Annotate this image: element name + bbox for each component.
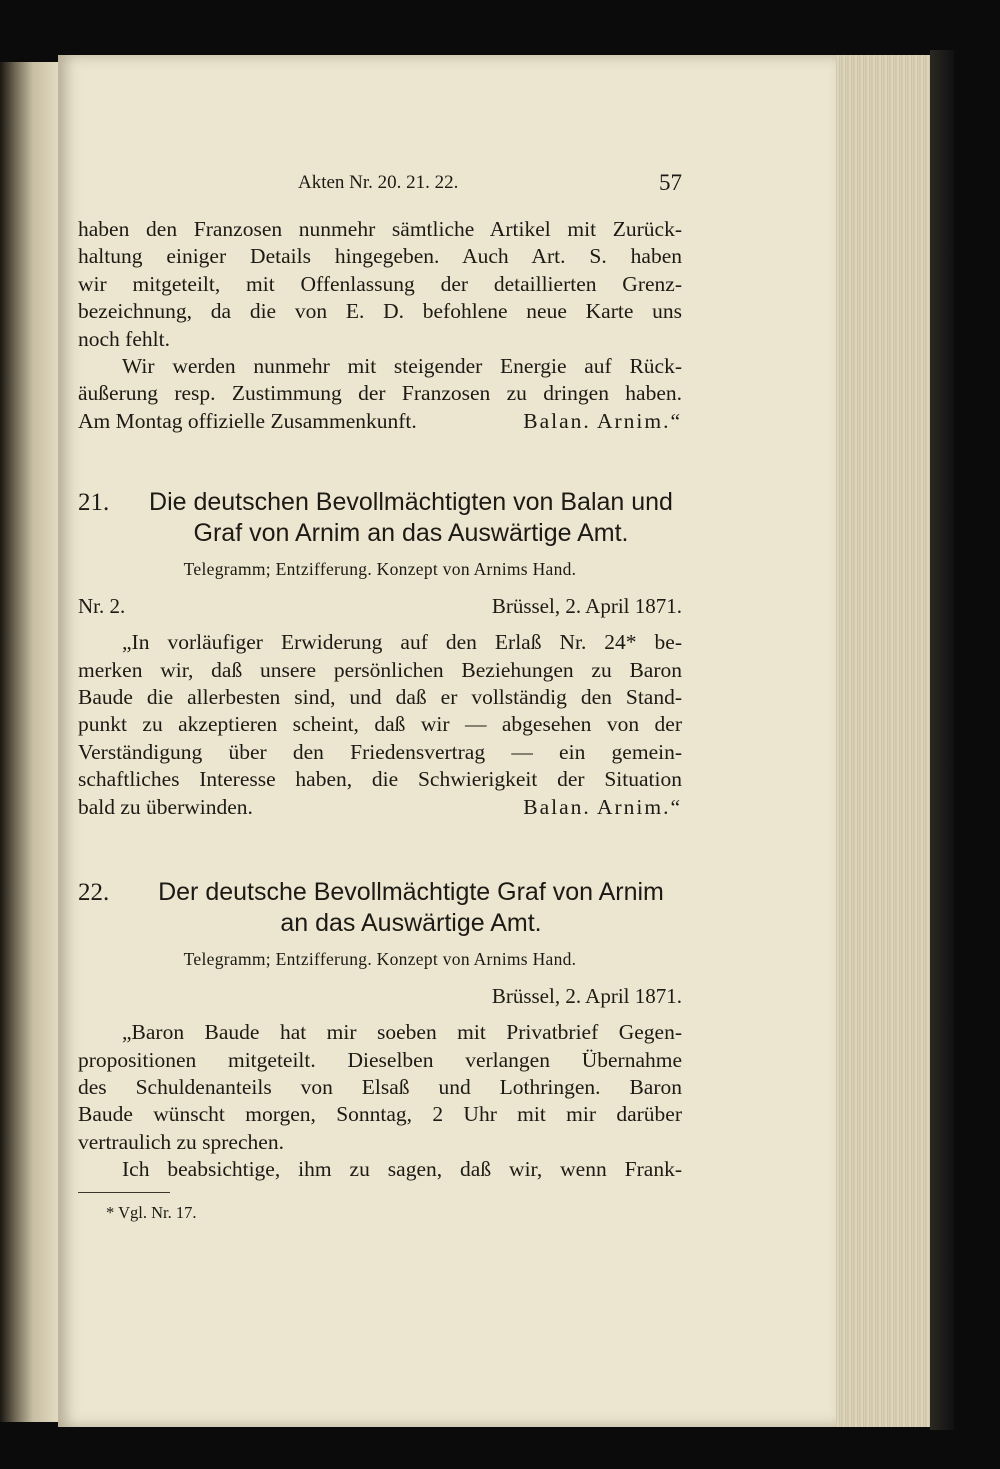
page-number: 57 bbox=[659, 170, 682, 195]
document-number: 22. bbox=[78, 879, 110, 907]
source-note: Telegramm; Entzifferung. Konzept von Arnims Hand. bbox=[183, 949, 577, 970]
title-line: an das Auswärtige Amt. bbox=[280, 909, 542, 938]
book-spine-shadow bbox=[0, 62, 60, 1422]
place-date: Brüssel, 2. April 1871. bbox=[491, 984, 682, 1009]
doc22-body bbox=[78, 1019, 682, 1183]
text-line: „In vorläufiger Erwiderung auf den Erlaß Nr. 24* be- bbox=[122, 630, 682, 655]
title-line: Der deutsche Bevollmächtigte Graf von Arnim bbox=[158, 878, 664, 907]
running-title: Akten Nr. 20. 21. 22. bbox=[298, 172, 459, 193]
title-line: Graf von Arnim an das Auswärtige Amt. bbox=[193, 519, 629, 548]
text-line: vertraulich zu sprechen. bbox=[78, 1129, 284, 1154]
doc20-continuation bbox=[78, 216, 682, 435]
text-line: des Schuldenanteils von Elsaß und Lothringen. Baron bbox=[78, 1074, 682, 1099]
title-line: Die deutschen Bevollmächtigten von Balan und bbox=[149, 488, 673, 517]
page-content bbox=[78, 168, 682, 1223]
text-line: haltung einiger Details hingegeben. Auch Art. S. haben bbox=[78, 244, 682, 269]
page-header bbox=[78, 168, 682, 202]
footnote-rule bbox=[78, 1192, 170, 1193]
text-line: Verständigung über den Friedensvertrag — ein gemein- bbox=[78, 739, 682, 764]
doc22-heading bbox=[78, 877, 682, 939]
text-line: noch fehlt. bbox=[78, 326, 170, 351]
source-note: Telegramm; Entzifferung. Konzept von Arnims Hand. bbox=[183, 559, 577, 580]
text-line: Baude die allerbesten sind, und daß er vollständig den Stand- bbox=[78, 685, 682, 710]
document-number: 21. bbox=[78, 489, 110, 517]
text-line: haben den Franzosen nunmehr sämtliche Artikel mit Zurück- bbox=[78, 217, 682, 241]
place-date: Brüssel, 2. April 1871. bbox=[491, 594, 682, 619]
text-line: Am Montag offizielle Zusammenkunft. bbox=[78, 408, 417, 433]
doc21-meta bbox=[78, 594, 682, 619]
text-line: propositionen mitgeteilt. Dieselben verlangen Übernahme bbox=[78, 1047, 682, 1072]
text-line: Ich beabsichtige, ihm zu sagen, daß wir, wenn Frank- bbox=[122, 1157, 682, 1182]
document-title bbox=[140, 877, 682, 939]
closing-line bbox=[78, 408, 682, 435]
text-line: äußerung resp. Zustimmung der Franzosen zu dringen haben. bbox=[78, 381, 682, 406]
text-line: „Baron Baude hat mir soeben mit Privatbrief Gegen- bbox=[122, 1020, 682, 1045]
text-line: Wir werden nunmehr mit steigender Energie auf Rück- bbox=[122, 354, 682, 379]
book-cover-edge bbox=[930, 50, 954, 1430]
text-line: schaftliches Interesse haben, die Schwierigkeit der Situation bbox=[78, 767, 682, 792]
document-title bbox=[140, 487, 682, 549]
text-line: bezeichnung, da die von E. D. befohlene neue Karte uns bbox=[78, 299, 682, 324]
text-line: punkt zu akzeptieren scheint, daß wir — abgesehen von der bbox=[78, 712, 682, 737]
footnote: * Vgl. Nr. 17. bbox=[106, 1202, 197, 1222]
doc21-heading bbox=[78, 487, 682, 549]
reference-number: Nr. 2. bbox=[78, 594, 126, 619]
signature: Balan. Arnim.“ bbox=[523, 794, 682, 819]
doc21-body bbox=[78, 629, 682, 821]
text-line: Baude wünscht morgen, Sonntag, 2 Uhr mit mir darüber bbox=[78, 1102, 682, 1127]
text-line: bald zu überwinden. bbox=[78, 794, 253, 819]
closing-line bbox=[78, 794, 682, 821]
text-line: wir mitgeteilt, mit Offenlassung der detaillierten Grenz- bbox=[78, 271, 682, 296]
page-stack-edge bbox=[834, 55, 936, 1427]
text-line: merken wir, daß unsere persönlichen Beziehungen zu Baron bbox=[78, 657, 682, 682]
doc22-meta bbox=[78, 984, 682, 1009]
signature: Balan. Arnim.“ bbox=[523, 408, 682, 433]
